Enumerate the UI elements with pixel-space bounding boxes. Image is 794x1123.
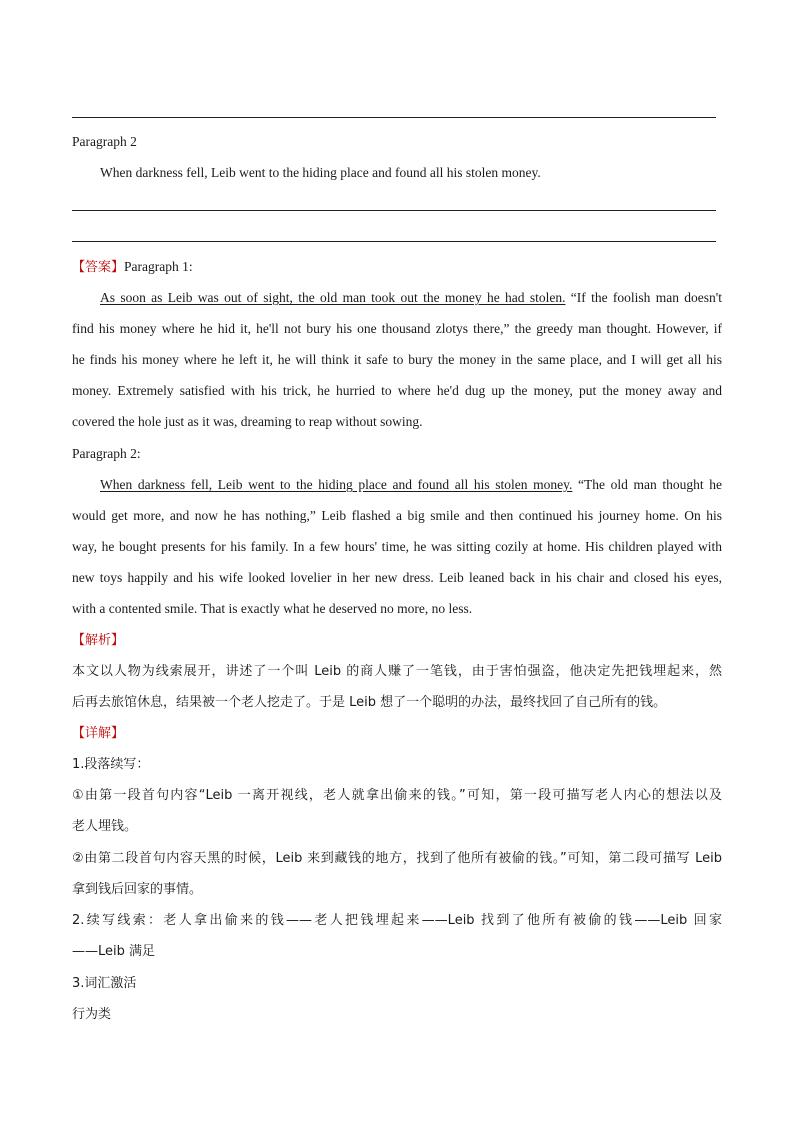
analysis-line-2: 后再去旅馆休息，结果被一个老人挖走了。于是 Leib 想了一个聪明的办法，最终找回了自己所有的钱。 xyxy=(72,695,667,710)
p1-line-4: money. Extremely satisfied with his trick, he hurried to where he'd dug up the money, put the money away and xyxy=(72,383,722,398)
p2-line1-rest: “The old man thought he xyxy=(572,477,723,492)
p1-line-3: he finds his money where he left it, he will think it safe to bury the money in the same place, and I will get all his xyxy=(72,352,722,367)
detail-item1b-line-1: ②由第二段首句内容天黑的时候，Leib 来到藏钱的地方，找到了他所有被偷的钱。”可知，第二段可描写 Leib xyxy=(72,851,722,866)
detail-item1-title: 1.段落续写： xyxy=(72,757,150,772)
answer-tag: 【答案】 xyxy=(72,260,125,275)
p1-line1-rest: “If the foolish man doesn't xyxy=(565,290,722,305)
detail-item1a-line-1: ①由第一段首句内容“Leib 一离开视线，老人就拿出偷来的钱。”可知，第一段可描写老人内心的想法以及 xyxy=(72,788,722,803)
analysis-line-1: 本文以人物为线索展开，讲述了一个叫 Leib 的商人赚了一笔钱，由于害怕强盗，他决定先把钱埋起来，然 xyxy=(72,664,722,679)
detail-item2-line-2: ——Leib 满足 xyxy=(72,944,156,959)
p1-line-2: find his money where he hid it, he'll not bury his one thousand zlotys there,” the greedy man thought. However, if xyxy=(72,321,722,336)
paragraph2-label: Paragraph 2 xyxy=(72,134,137,149)
p2-line-3: way, he bought presents for his family. In a few hours' time, he was sitting cozily at home. His children played with xyxy=(72,539,722,554)
p2-line-4: new toys happily and his wife looked lovelier in her new dress. Leib leaned back in his chair and closed his eyes, xyxy=(72,570,722,585)
p1-first-sentence: As soon as Leib was out of sight, the old man took out the money he had stolen. xyxy=(100,290,566,305)
detail-item1b-line-2: 拿到钱后回家的事情。 xyxy=(72,882,203,897)
detail-item2-line-1: 2.续写线索：老人拿出偷来的钱——老人把钱埋起来——Leib 找到了他所有被偷的钱——Leib 回家 xyxy=(72,913,722,928)
analysis-tag: 【解析】 xyxy=(72,633,125,648)
paragraph2-answer-label: Paragraph 2: xyxy=(72,446,141,461)
p2-line-2: would get more, and now he has nothing,” Leib flashed a big smile and then continued his journey home. On his xyxy=(72,508,722,523)
detail-item1a-line-2: 老人埋钱。 xyxy=(72,819,138,834)
p2-first-sentence: When darkness fell, Leib went to the hiding place and found all his stolen money. xyxy=(100,477,573,492)
answer-line-top xyxy=(72,117,716,118)
paragraph2-prompt: When darkness fell, Leib went to the hiding place and found all his stolen money. xyxy=(100,165,541,180)
p2-line-5: with a contented smile. That is exactly what he deserved no more, no less. xyxy=(72,601,473,616)
detail-tag: 【详解】 xyxy=(72,726,125,741)
p1-line-5: covered the hole just as it was, dreaming to reap without sowing. xyxy=(72,414,423,429)
answer-line-2 xyxy=(72,241,716,242)
answer-heading xyxy=(72,257,722,278)
p2-line-1 xyxy=(100,475,722,495)
detail-item3-sub: 行为类 xyxy=(72,1007,112,1022)
answer-line-1 xyxy=(72,210,716,211)
paragraph1-label: Paragraph 1: xyxy=(124,259,193,274)
detail-item3-title: 3.词汇激活 xyxy=(72,976,137,991)
p1-line-1 xyxy=(100,288,722,308)
